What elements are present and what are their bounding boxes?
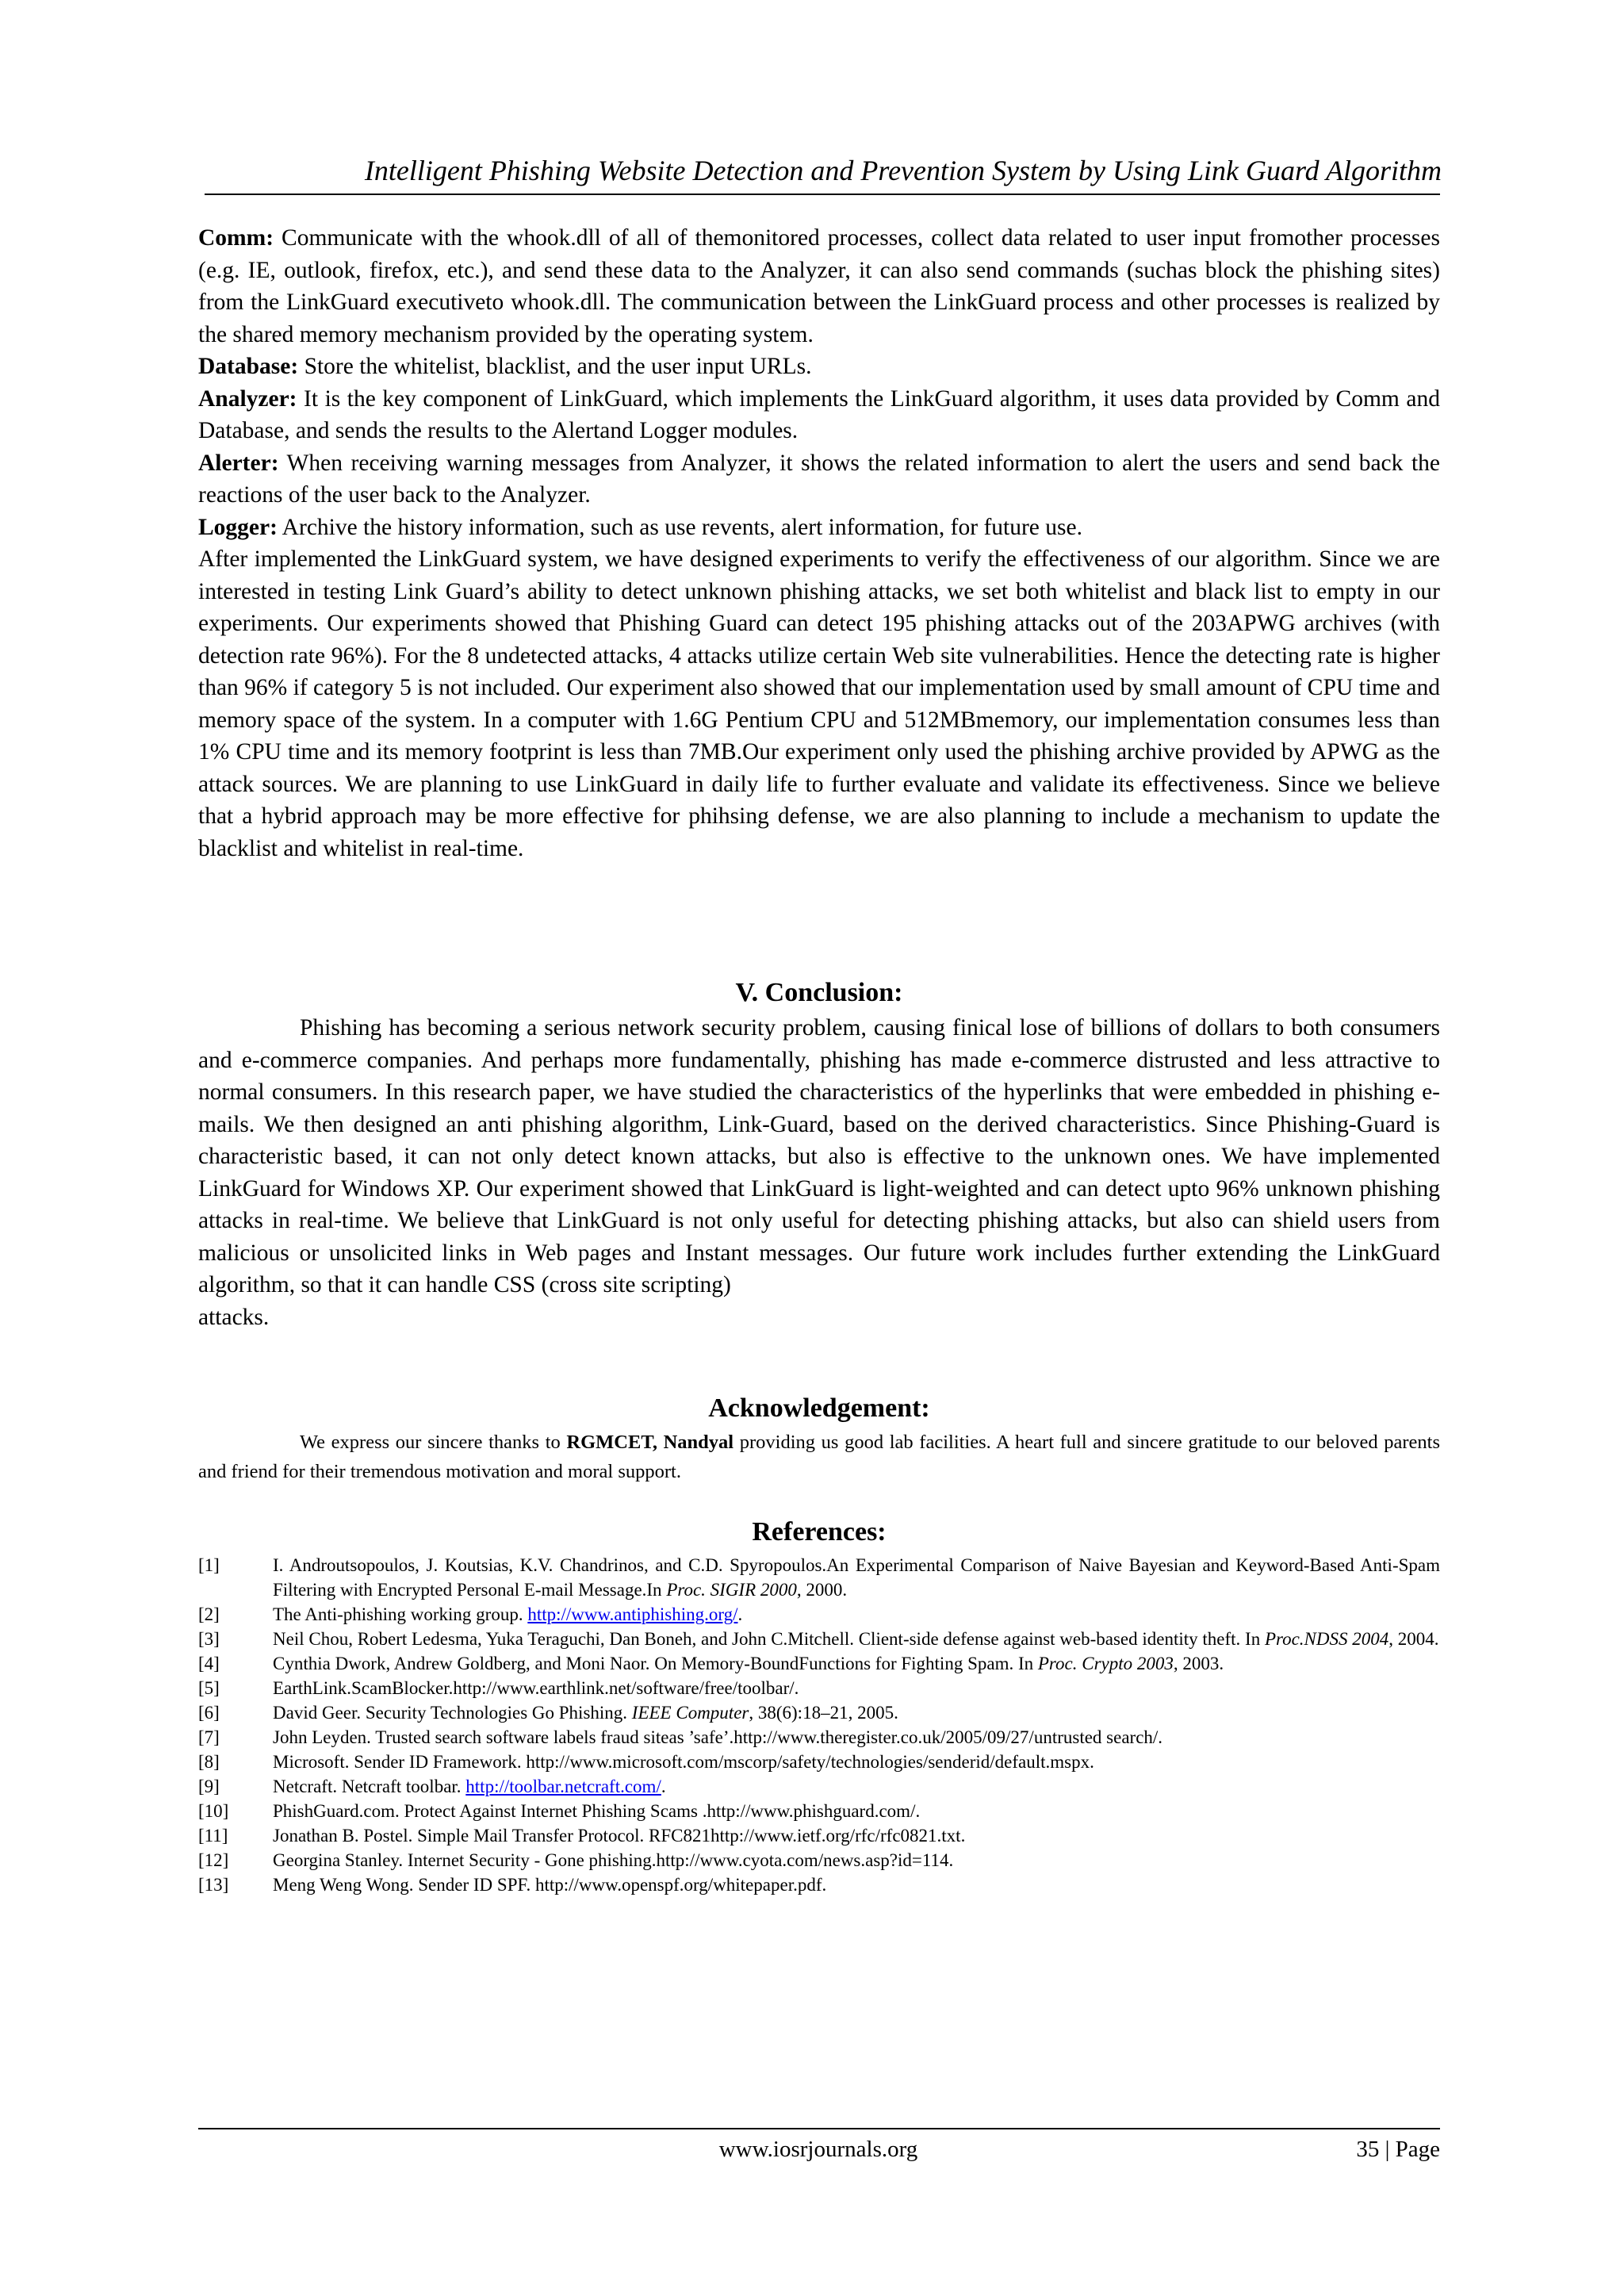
footer-page-number: 35 | Page — [1356, 2137, 1440, 2162]
reference-text-main: Jonathan B. Postel. Simple Mail Transfer Protocol. RFC821http://www.ietf.org/rfc/rfc0821.txt. — [273, 1826, 966, 1846]
conclusion-text — [198, 1012, 1440, 1333]
acknowledgement-text — [198, 1428, 1440, 1486]
reference-number: [7] — [198, 1727, 220, 1747]
reference-text-main: David Geer. Security Technologies Go Phishing. — [273, 1703, 632, 1723]
acknowledgement-paragraph — [198, 1428, 1440, 1486]
reference-text — [273, 1823, 1440, 1848]
footer-website: www.iosrjournals.org — [718, 2137, 918, 2162]
database-paragraph — [198, 351, 1440, 383]
analyzer-text: It is the key component of LinkGuard, which implements the LinkGuard algorithm, it uses data provided by Comm and Database, and sends the results to the Alertand Logger modules. — [198, 385, 1440, 443]
reference-number: [5] — [198, 1678, 220, 1698]
reference-text — [273, 1651, 1440, 1676]
experiment-paragraph: After implemented the LinkGuard system, we have designed experiments to verify the effectiveness of our algorithm. Since we are interested in testing Link Guard’s ability to detect unknown phishing attacks, we set both whitelist and black list to empty in our experiments. Our experiments showed that Phishing Guard can detect 195 phishing attacks out of the 203APWG archives (with detection rate 96%). For the 8 undetected attacks, 4 attacks utilize certain Web site vulnerabilities. Hence the detecting rate is higher than 96% if category 5 is not included. Our experiment also showed that our implementation used by small amount of CPU time and memory space of the system. In a computer with 1.6G Pentium CPU and 512MBmemory, our implementation consumes less than 1% CPU time and its memory footprint is less than 7MB.Our experiment only used the phishing archive provided by APWG as the attack sources. We are planning to use LinkGuard in daily life to further evaluate and validate its effectiveness. Since we believe that a hybrid approach may be more effective for phihsing defense, we are also planning to include a mechanism to update the blacklist and whitelist in real-time. — [198, 546, 1440, 861]
comm-text: Communicate with the whook.dll of all of themonitored processes, collect data related to user input fromother processes (e.g. IE, outlook, firefox, etc.), and send these data to the Analyzer, it can also send commands (suchas block the phishing sites) from the LinkGuard executiveto whook.dll. The communication between the LinkGuard process and other processes is realized by the shared memory mechanism provided by the operating system. — [198, 225, 1440, 347]
reference-number: [2] — [198, 1604, 220, 1624]
reference-item — [198, 1725, 1440, 1750]
reference-text — [273, 1872, 1440, 1897]
reference-text — [273, 1750, 1440, 1774]
alerter-text: When receiving warning messages from Analyzer, it shows the related information to alert the users and send back the reactions of the user back to the Analyzer. — [198, 450, 1440, 508]
reference-number: [13] — [198, 1875, 229, 1895]
reference-item — [198, 1676, 1440, 1700]
comm-label: Comm: — [198, 225, 274, 251]
reference-number: [10] — [198, 1801, 229, 1821]
reference-number: [12] — [198, 1850, 229, 1870]
ack-text-before: We express our sincere thanks to — [300, 1432, 567, 1453]
reference-text-main: Georgina Stanley. Internet Security - Gone phishing.http://www.cyota.com/news.asp?id=114. — [273, 1850, 954, 1870]
reference-text — [273, 1848, 1440, 1872]
reference-link[interactable]: http://toolbar.netcraft.com/ — [465, 1777, 661, 1796]
reference-number: [8] — [198, 1752, 220, 1772]
database-label: Database: — [198, 354, 299, 379]
conclusion-paragraph: Phishing has becoming a serious network security problem, causing finical lose of billions of dollars to both consumers and e-commerce companies. And perhaps more fundamentally, phishing has made e-commerce distrusted and less attractive to normal consumers. In this research paper, we have studied the characteristics of the hyperlinks that were embedded in phishing e-mails. We then designed an anti phishing algorithm, Link-Guard, based on the derived characteristics. Since Phishing-Guard is characteristic based, it can not only detect known attacks, but also is effective to the unknown ones. We have implemented LinkGuard for Windows XP. Our experiment showed that LinkGuard is light-weighted and can detect upto 96% unknown phishing attacks in real-time. We believe that LinkGuard is not only useful for detecting phishing attacks, but also can shield users from malicious or unsolicited links in Web pages and Instant messages. Our future work includes further extending the LinkGuard algorithm, so that it can handle CSS (cross site scripting) — [198, 1015, 1440, 1297]
reference-text-tail: , 38(6):18–21, 2005. — [749, 1703, 898, 1723]
ack-bold-institution: RGMCET, Nandyal — [566, 1432, 734, 1453]
reference-item — [198, 1700, 1440, 1725]
reference-number: [3] — [198, 1629, 220, 1649]
reference-text-main: I. Androutsopoulos, J. Koutsias, K.V. Chandrinos, and C.D. Spyropoulos.An Experimental Comparison of Naive Bayesian and Keyword-Based Anti-Spam Filtering with Encrypted Personal E-mail Message.In — [273, 1555, 1440, 1600]
reference-text — [273, 1725, 1440, 1750]
reference-venue: IEEE Computer — [631, 1703, 749, 1723]
reference-item — [198, 1602, 1440, 1627]
reference-item — [198, 1651, 1440, 1676]
reference-text-tail: , 2003. — [1173, 1654, 1224, 1673]
logger-text: Archive the history information, such as use revents, alert information, for future use. — [277, 514, 1082, 540]
reference-text-main: PhishGuard.com. Protect Against Internet Phishing Scams .http://www.phishguard.com/. — [273, 1801, 921, 1821]
alerter-paragraph — [198, 447, 1440, 512]
reference-text — [273, 1799, 1440, 1823]
reference-venue: Proc.NDSS 2004 — [1264, 1629, 1389, 1649]
comm-paragraph — [198, 222, 1440, 351]
reference-number: [1] — [198, 1555, 220, 1575]
reference-text — [273, 1602, 1440, 1627]
reference-venue: Proc. Crypto 2003 — [1037, 1654, 1174, 1673]
reference-item — [198, 1627, 1440, 1651]
reference-text-main: Meng Weng Wong. Sender ID SPF. http://www.openspf.org/whitepaper.pdf. — [273, 1875, 827, 1895]
reference-text-main: Neil Chou, Robert Ledesma, Yuka Teraguchi, Dan Boneh, and John C.Mitchell. Client-side defense against web-based identity theft. In — [273, 1629, 1265, 1649]
reference-item — [198, 1848, 1440, 1872]
reference-item — [198, 1799, 1440, 1823]
reference-item — [198, 1750, 1440, 1774]
logger-label: Logger: — [198, 514, 278, 540]
footer-rule — [198, 2128, 1440, 2129]
reference-text-main: Netcraft. Netcraft toolbar. — [273, 1777, 466, 1796]
body-text — [198, 222, 1440, 864]
reference-venue: Proc. SIGIR 2000 — [666, 1580, 797, 1600]
reference-number: [4] — [198, 1654, 220, 1673]
alerter-label: Alerter: — [198, 450, 279, 476]
logger-paragraph — [198, 512, 1440, 544]
reference-text-tail: , 2000. — [796, 1580, 848, 1600]
reference-number: [9] — [198, 1777, 220, 1796]
reference-item — [198, 1553, 1440, 1602]
reference-text-tail: . — [737, 1604, 743, 1624]
reference-item — [198, 1823, 1440, 1848]
reference-text-main: EarthLink.ScamBlocker.http://www.earthlink.net/software/free/toolbar/. — [273, 1678, 799, 1698]
running-header: Intelligent Phishing Website Detection and Prevention System by Using Link Guard Algorithm — [364, 155, 1442, 186]
header-rule — [205, 194, 1440, 195]
reference-item — [198, 1774, 1440, 1799]
reference-text — [273, 1553, 1440, 1602]
reference-link[interactable]: http://www.antiphishing.org/ — [527, 1604, 738, 1624]
reference-text-main: John Leyden. Trusted search software labels fraud siteas ’safe’.http://www.theregister.co.uk/2005/09/27/untrusted search/. — [273, 1727, 1163, 1747]
reference-number: [6] — [198, 1703, 220, 1723]
analyzer-paragraph — [198, 383, 1440, 447]
reference-item — [198, 1872, 1440, 1897]
reference-text-tail: . — [661, 1777, 666, 1796]
reference-number: [11] — [198, 1826, 228, 1846]
reference-text — [273, 1700, 1440, 1725]
analyzer-label: Analyzer: — [198, 385, 297, 412]
reference-text-main: Microsoft. Sender ID Framework. http://www.microsoft.com/mscorp/safety/technologies/senderid/default.mspx. — [273, 1752, 1094, 1772]
conclusion-tail: attacks. — [198, 1304, 270, 1330]
references-heading: References: — [752, 1517, 887, 1547]
reference-text — [273, 1627, 1440, 1651]
reference-text-main: Cynthia Dwork, Andrew Goldberg, and Moni Naor. On Memory-BoundFunctions for Fighting Spam. In — [273, 1654, 1038, 1673]
reference-list — [198, 1553, 1440, 1897]
acknowledgement-heading: Acknowledgement: — [708, 1393, 930, 1423]
conclusion-heading: V. Conclusion: — [735, 978, 903, 1007]
reference-text-tail: , 2004. — [1388, 1629, 1439, 1649]
reference-text — [273, 1774, 1440, 1799]
reference-text-main: The Anti-phishing working group. — [273, 1604, 528, 1624]
reference-text — [273, 1676, 1440, 1700]
ack-text-after: providing us good lab facilities. A heart full and sincere gratitude to our beloved parents and friend for their tremendous motivation and moral support. — [198, 1432, 1440, 1482]
database-text: Store the whitelist, blacklist, and the user input URLs. — [298, 354, 812, 379]
